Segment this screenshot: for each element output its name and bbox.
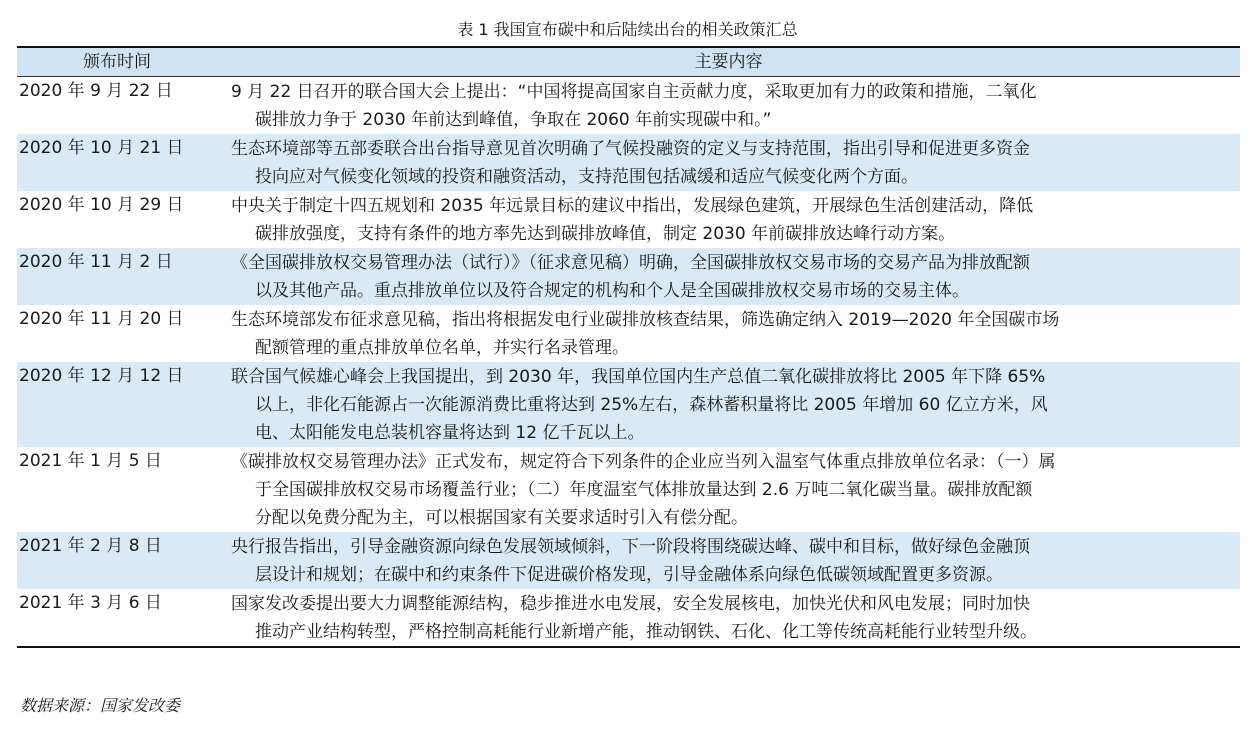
row-content <box>231 191 1240 248</box>
row-date: 2020 年 11 月 20 日 <box>19 309 184 329</box>
content-line: 电、太阳能发电总装机容量将达到 12 亿千瓦以上。 <box>255 423 645 443</box>
table-row <box>17 362 1240 447</box>
content-line: 于全国碳排放权交易市场覆盖行业；（二）年度温室气体排放量达到 2.6 万吨二氧化碳当量。碳排放配额 <box>255 480 1033 500</box>
header-date: 颁布时间 <box>83 52 151 72</box>
table-body <box>17 77 1240 646</box>
row-content <box>231 362 1240 447</box>
table-row <box>17 305 1240 362</box>
content-line: 中央关于制定十四五规划和 2035 年远景目标的建议中指出，发展绿色建筑，开展绿色生活创建活动，降低 <box>231 196 1034 216</box>
row-content <box>231 447 1240 532</box>
content-line: 碳排放强度，支持有条件的地方率先达到碳排放峰值，制定 2030 年前碳排放达峰行动方案。 <box>255 224 956 244</box>
table-row <box>17 191 1240 248</box>
content-line: 投向应对气候变化领域的投资和融资活动，支持范围包括减缓和适应气候变化两个方面。 <box>255 167 918 187</box>
content-line: 生态环境部等五部委联合出台指导意见首次明确了气候投融资的定义与支持范围，指出引导和促进更多资金 <box>231 139 1030 159</box>
content-line: 碳排放力争于 2030 年前达到峰值，争取在 2060 年前实现碳中和。” <box>255 110 772 130</box>
table-caption: 表 1 我国宣布碳中和后陆续出台的相关政策汇总 <box>457 20 798 39</box>
row-content <box>231 532 1240 589</box>
content-line: 国家发改委提出要大力调整能源结构，稳步推进水电发展，安全发展核电，加快光伏和风电发展；同时加快 <box>231 594 1030 614</box>
content-line: 《碳排放权交易管理办法》正式发布，规定符合下列条件的企业应当列入温室气体重点排放单位名录：（一）属 <box>231 452 1056 472</box>
table-row <box>17 77 1240 134</box>
row-date: 2021 年 2 月 8 日 <box>19 536 162 556</box>
content-line: 生态环境部发布征求意见稿，指出将根据发电行业碳排放核查结果，筛选确定纳入 2019—2020 年全国碳市场 <box>231 310 1060 330</box>
row-date: 2021 年 3 月 6 日 <box>19 593 162 613</box>
row-content <box>231 77 1240 134</box>
table-row <box>17 589 1240 646</box>
content-line: 推动产业结构转型，严格控制高耗能行业新增产能，推动钢铁、石化、化工等传统高耗能行业转型升级。 <box>255 622 1037 642</box>
source-note: 数据来源：国家发改委 <box>20 696 181 715</box>
content-line: 分配以免费分配为主，可以根据国家有关要求适时引入有偿分配。 <box>255 508 748 528</box>
content-line: 层设计和规划；在碳中和约束条件下促进碳价格发现，引导金融体系向绿色低碳领域配置更多资源。 <box>255 565 1003 585</box>
row-date: 2020 年 12 月 12 日 <box>19 366 184 386</box>
row-content <box>231 134 1240 191</box>
row-date: 2020 年 10 月 29 日 <box>19 195 184 215</box>
content-line: 以及其他产品。重点排放单位以及符合规定的机构和个人是全国碳排放权交易市场的交易主体。 <box>255 281 969 301</box>
row-content <box>231 589 1240 646</box>
row-date: 2021 年 1 月 5 日 <box>19 451 162 471</box>
row-date: 2020 年 10 月 21 日 <box>19 138 184 158</box>
content-line: 《全国碳排放权交易管理办法（试行）》（征求意见稿）明确，全国碳排放权交易市场的交易产品为排放配额 <box>231 253 1030 273</box>
content-line: 9 月 22 日召开的联合国大会上提出：“中国将提高国家自主贡献力度，采取更加有力的政策和措施，二氧化 <box>231 82 1037 102</box>
header-content: 主要内容 <box>694 52 763 72</box>
row-content <box>231 305 1240 362</box>
table-row <box>17 447 1240 532</box>
content-line: 以上，非化石能源占一次能源消费比重将达到 25%左右，森林蓄积量将比 2005 年增加 60 亿立方米，风 <box>255 395 1048 415</box>
table-row <box>17 532 1240 589</box>
policy-table <box>17 46 1240 648</box>
table-row <box>17 248 1240 305</box>
content-line: 央行报告指出，引导金融资源向绿色发展领域倾斜，下一阶段将围绕碳达峰、碳中和目标，做好绿色金融顶 <box>231 537 1030 557</box>
table-header <box>17 48 1240 77</box>
table-row <box>17 134 1240 191</box>
content-line: 联合国气候雄心峰会上我国提出，到 2030 年，我国单位国内生产总值二氧化碳排放将比 2005 年下降 65% <box>231 367 1046 387</box>
row-date: 2020 年 9 月 22 日 <box>19 81 173 101</box>
row-content <box>231 248 1240 305</box>
content-line: 配额管理的重点排放单位名单，并实行名录管理。 <box>255 338 629 358</box>
row-date: 2020 年 11 月 2 日 <box>19 252 173 272</box>
